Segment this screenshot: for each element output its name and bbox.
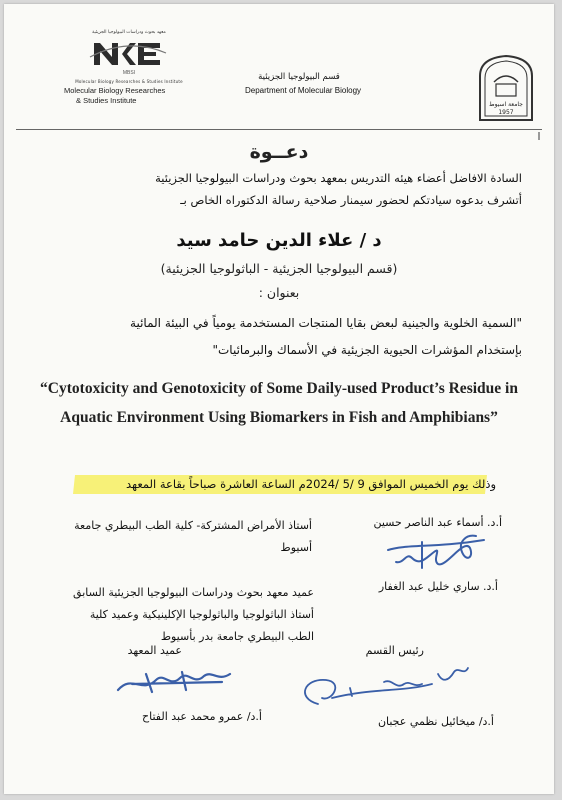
invitation-title: دعــوة xyxy=(249,141,309,163)
institute-emblem-icon xyxy=(64,35,194,77)
dean-label: عميد المعهد xyxy=(127,644,182,657)
institute-logo xyxy=(64,30,194,106)
titled-label: بعنوان : xyxy=(258,285,300,300)
invitation-line2: أتشرف بدعوه سيادتكم لحضور سيمنار صلاحية رسالة الدكتوراه الخاص بـ xyxy=(180,193,522,207)
thesis-title-arabic-line2: بإستخدام المؤشرات الحيوية الجزيئية في الأسماك والبرمائيات" xyxy=(212,343,522,357)
svg-text:جامعة اسيوط: جامعة اسيوط xyxy=(489,101,523,108)
thesis-title-arabic-line1: "السمية الخلوية والجينية لبعض بقايا المنتجات المستخدمة يومياً في البيئة المائية xyxy=(130,316,522,330)
invitation-line1: السادة الافاضل أعضاء هيئه التدريس بمعهد بحوث ودراسات البيولوجيا الجزيئية xyxy=(155,171,522,185)
signature-head-icon xyxy=(292,658,472,712)
candidate-name: د / علاء الدين حامد سيد xyxy=(176,230,382,251)
head-of-department-name: أ.د/ ميخائيل نظمي عجبان xyxy=(377,715,494,728)
signature-dean-icon xyxy=(112,664,237,698)
head-of-department-label: رئيس القسم xyxy=(365,644,424,657)
signatory-1-name: أ.د. أسماء عبد الناصر حسين xyxy=(373,516,502,529)
signatory-1-title: أستاذ الأمراض المشتركة- كلية الطب البيطري جامعة أسيوط xyxy=(74,519,312,554)
candidate-department: (قسم البيولوجيا الجزيئية - الباثولوجيا الجزيئية) xyxy=(160,261,398,276)
invitation-page xyxy=(4,4,554,794)
signatory-2-title: عميد معهد بحوث ودراسات البيولوجيا الجزيئية السابق أستاذ الباثولوجيا والباثولوجيا الإكلينيكية وعميد كلية الطب البيطري جامعة بدر بأسيوط xyxy=(73,586,314,643)
university-seal-icon xyxy=(476,54,536,124)
seminar-date-line: وذلك يوم الخميس الموافق 9 /5 /2024م الساعة العاشرة صباحاً بقاعة المعهد xyxy=(125,477,496,491)
institute-tiny-english: Molecular Biology Researches & Studies Institute xyxy=(75,79,183,84)
signature-1-icon xyxy=(376,528,491,576)
institute-tiny-arabic: معهد بحوث ودراسات البيولوجيا الجزيئية xyxy=(92,30,166,35)
svg-text:1957: 1957 xyxy=(498,109,514,116)
header-divider xyxy=(16,129,542,130)
signatory-2-name: أ.د. ساري خليل عبد الغفار xyxy=(378,580,498,593)
department-arabic: قسم البيولوجيا الجزيئية xyxy=(258,72,340,82)
svg-text:MBSI: MBSI xyxy=(122,70,136,76)
department-english: Department of Molecular Biology xyxy=(244,86,362,95)
scan-mark xyxy=(538,132,540,140)
institute-name-line2: & Studies Institute xyxy=(76,96,137,105)
thesis-title-english: “Cytotoxicity and Genotoxicity of Some Daily-used Product’s Residue in Aquatic Environment Using Biomarkers in Fish and Amphibians” xyxy=(40,380,518,426)
institute-name-line1: Molecular Biology Researches xyxy=(64,86,166,95)
dean-name: أ.د/ عمرو محمد عبد الفتاح xyxy=(142,710,262,723)
